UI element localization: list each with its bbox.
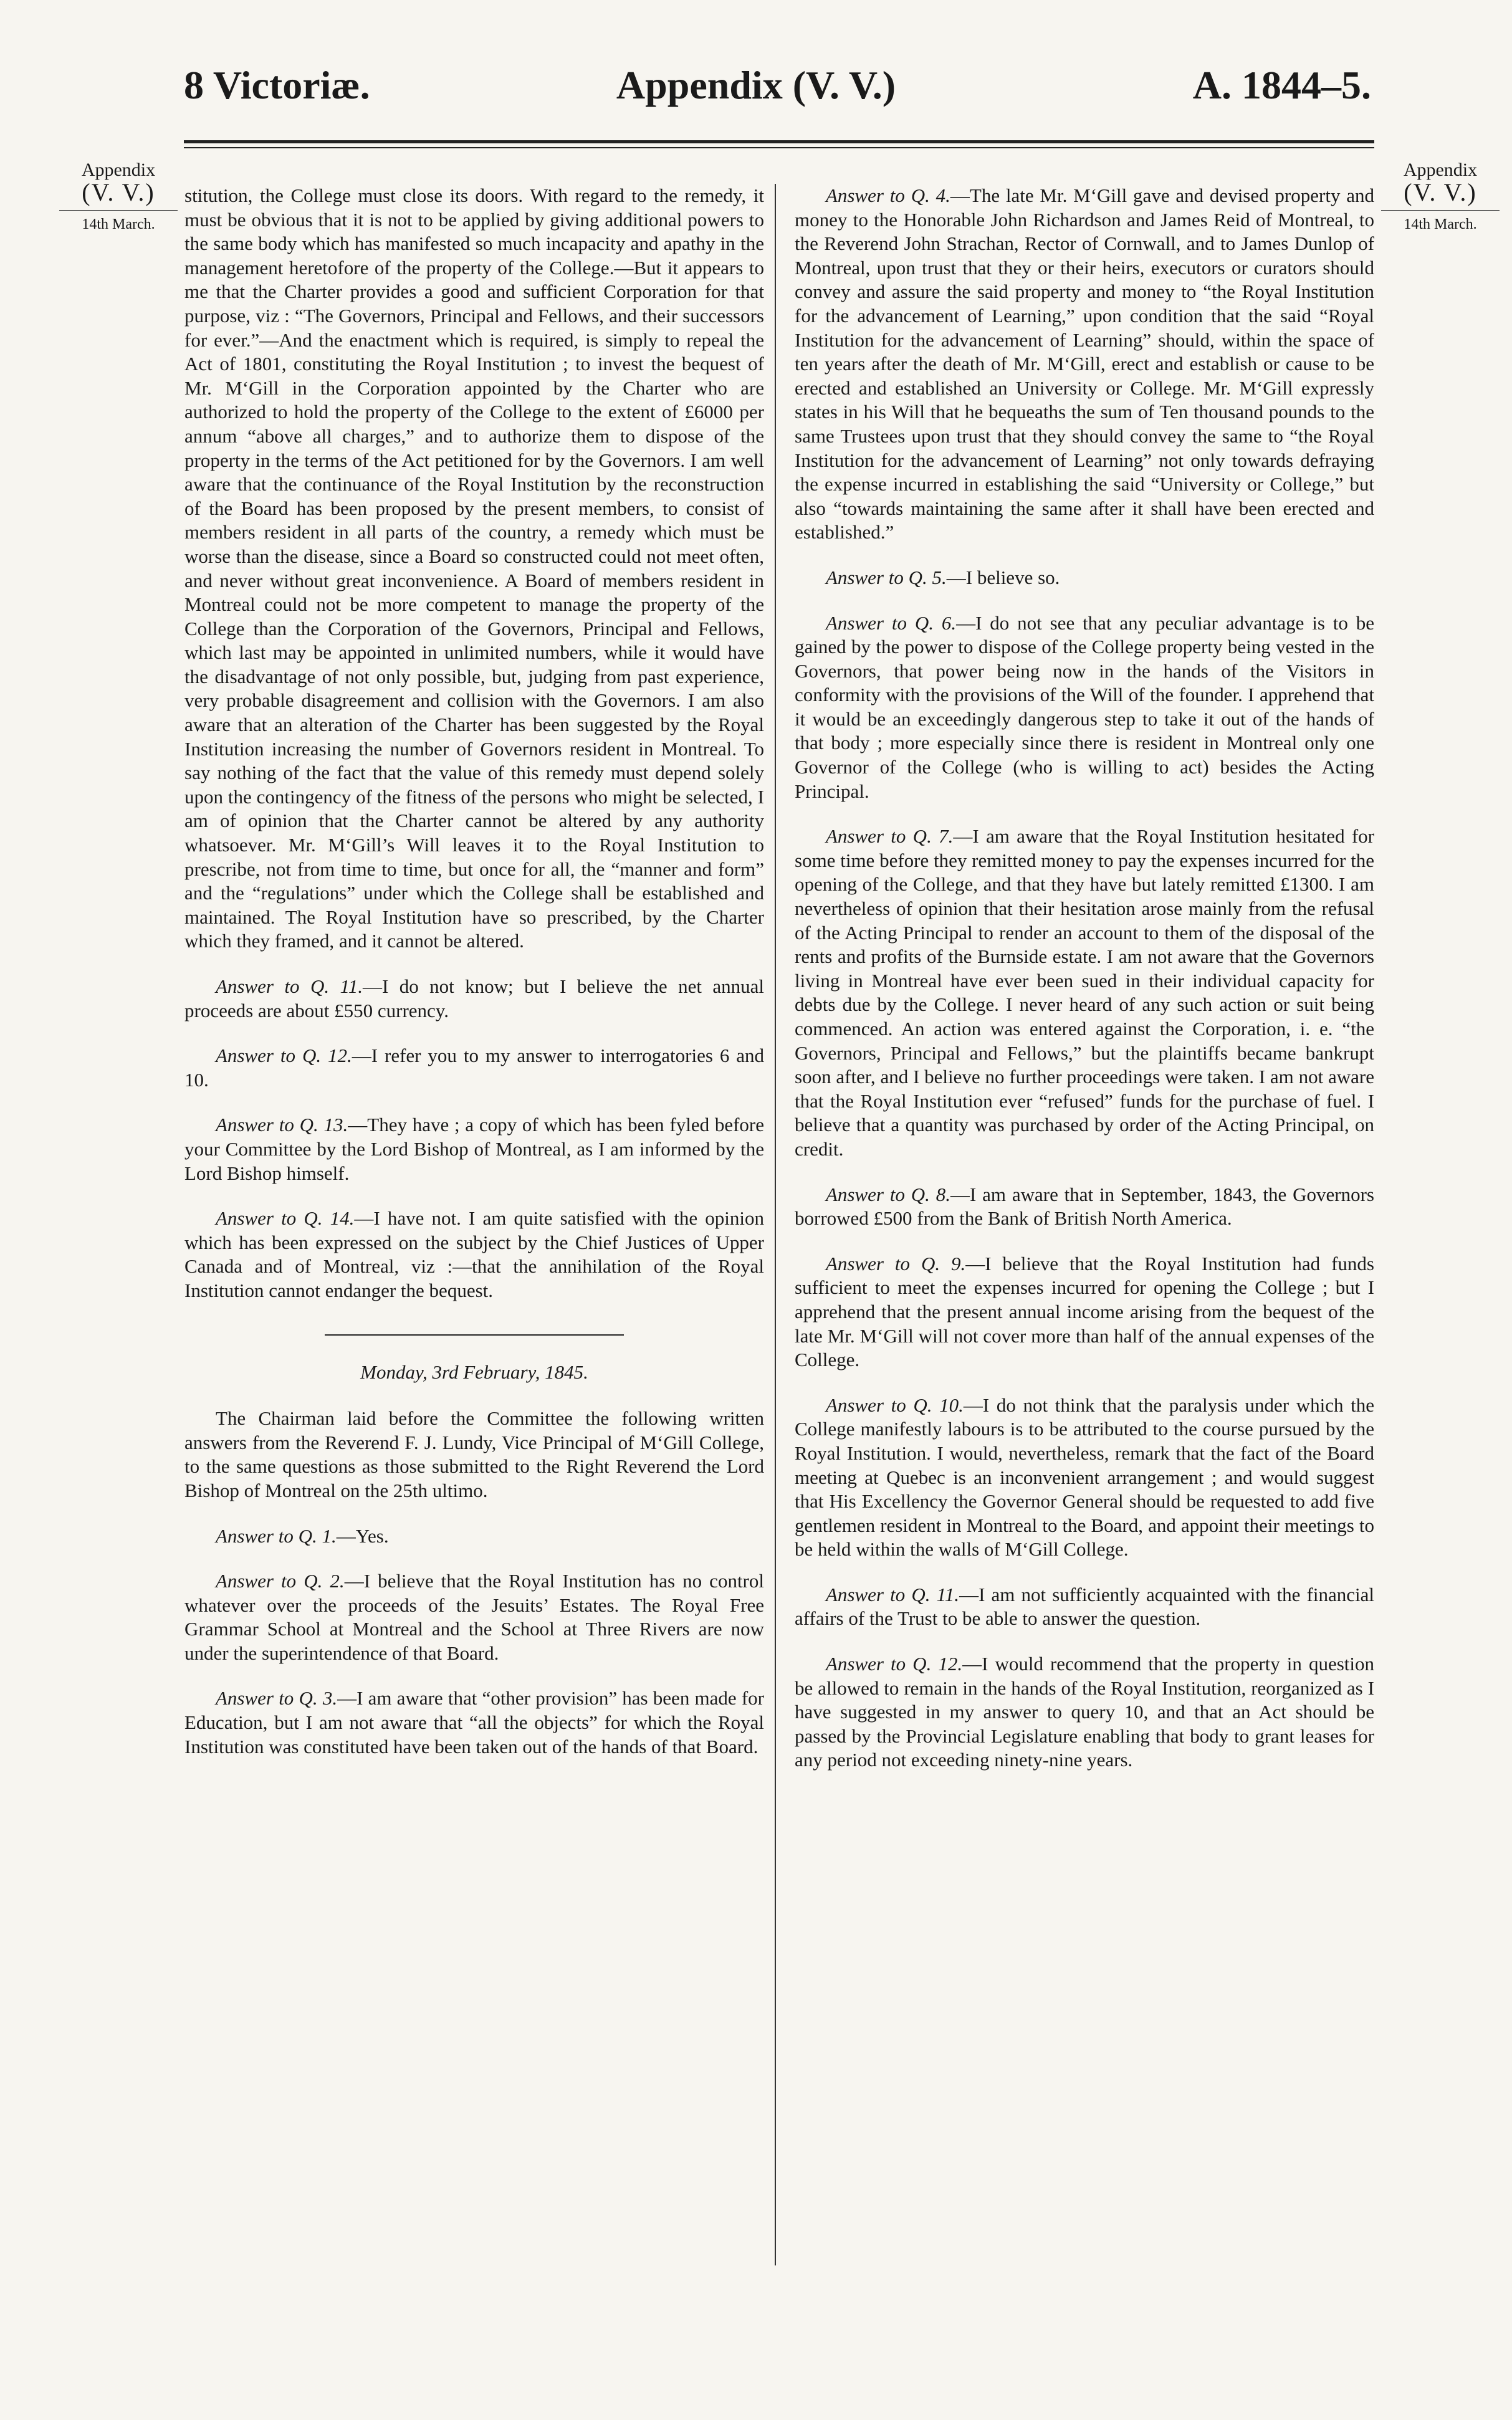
margin-code: (V. V.): [82, 178, 155, 206]
header-rule-thin: [184, 147, 1374, 148]
session-date: Monday, 3rd February, 1845.: [360, 1361, 588, 1383]
answer-q6-lundy: Answer to Q. 6.—I do not see that any peculiar advantage is to be gained by the power to dispose of the College property being vested in the Governors, that power being now in the hands of the Visitors in conformity with the provisions of the Will of the founder. I apprehend that it would be an exceedingly dangerous step to take it out of the hands of that body ; more especially since there is resident in Montreal only one Governor of the College (who is willing to act) besides the Acting Principal.: [795, 611, 1374, 802]
answer-q11-bishop: Answer to Q. 11.—I do not know; but I believe the net annual proceeds are about £550 currency.: [184, 975, 764, 1021]
column-divider: [775, 184, 776, 2265]
margin-code: (V. V.): [1404, 178, 1477, 206]
answer-q11-lundy: Answer to Q. 11.—I am not sufficiently acquainted with the financial affairs of the Trust to be able to answer the question.: [795, 1583, 1374, 1630]
answer-q4-lundy: Answer to Q. 4.—The late Mr. M‘Gill gave and devised property and money to the Honorable John Richardson and James Reid of Montreal, to the Reverend John Strachan, Rector of Cornwall, and to James Dunlop of Montreal, upon trust that they or their heirs, executors or curators should convey and assure the said property and money to “the Royal Institution for the advancement of Learning,” upon condition that the said “Royal Institution for the advancement of Learning” should, within the space of ten years after the death of Mr. M‘Gill, erect and establish or cause to be erected and established an University or College. Mr. M‘Gill expressly states in his Will that he bequeaths the sum of Ten thousand pounds to the same Trustees upon trust that they should convey the same to “the Royal Institution for the advancement of Learning” not only towards defraying the expense incurred in establishing the said “University or College,” but also “towards maintaining the same after it shall have been erected and established.”: [795, 184, 1374, 543]
chairman-intro: The Chairman laid before the Committee the following written answers from the Reverend F. J. Lundy, Vice Principal of M‘Gill College, to the same questions as those submitted to the Right Reverend the Lord Bishop of Montreal on the 25th ultimo.: [184, 1407, 764, 1501]
header-appendix: Appendix (V. V.): [616, 63, 896, 107]
answer-q1-lundy: Answer to Q. 1.—Yes.: [216, 1524, 389, 1547]
continued-paragraph: stitution, the College must close its doors. With regard to the remedy, it must be obvious that it is not to be applied by giving additional powers to the same body which has manifested so much incapacity and apathy in the management heretofore of the property of the College.—But it appears to me that the Charter provides a good and sufficient Corporation for that purpose, viz : “The Governors, Principal and Fellows, and their successors for ever.”—And the enactment which is required, is simply to repeal the Act of 1801, constituting the Royal Institution ; to invest the bequest of Mr. M‘Gill in the Corporation appointed by the Charter who are authorized to hold the property of the College to the extent of £6000 per annum “above all charges,” and to authorize them to dispose of the property in the terms of the Act petitioned for by the Governors. I am well aware that the continuance of the Royal Institution by the reconstruction of the Board has been proposed by the present members, to consist of members resident in all parts of the country, a remedy which must be worse than the disease, since a Board so constructed could not meet often, and never without great inconvenience. A Board of members resident in Montreal could not be more competent to manage the property of the College than the Corporation of the Governors, Principal and Fellows, which last may be appointed in unlimited numbers, while it would have the disadvantage of not only possible, but, judging from past experience, very probable disagreement and collision with the Governors. I am also aware that an alteration of the Charter has been suggested by the Royal Institution increasing the number of Governors resident in Montreal. To say nothing of the fact that the value of this remedy must depend solely upon the contingency of the fitness of the persons who might be selected, I am of opinion that the Charter cannot be altered by any authority whatsoever. Mr. M‘Gill’s Will leaves it to the Royal Institution to prescribe, not from time to time, but once for all, the “manner and form” and the “regulations” under which the College shall be established and maintained. The Royal Institution have so prescribed, by the Charter which they framed, and it cannot be altered.: [184, 184, 764, 952]
answer-q9-lundy: Answer to Q. 9.—I believe that the Royal Institution had funds sufficient to meet the expenses incurred for opening the College ; but I apprehend that the present annual income arising from the bequest of the late Mr. M‘Gill will not cover more than half of the annual expenses of the College.: [795, 1252, 1374, 1371]
answer-q7-lundy: Answer to Q. 7.—I am aware that the Royal Institution hesitated for some time before they remitted money to pay the expenses incurred for the opening of the College, and that they have but lately remitted £1300. I am nevertheless of opinion that their hesitation arose mainly from the refusal of the Acting Principal to render an account to them of the disposal of the rents and profits of the Burnside estate. I am not aware that the Governors living in Montreal have ever been sued in their individual capacity for debts due by the College. I never heard of any such action or suit being commenced. An action was entered against the Corporation, i. e. “the Governors, Principal and Fellows,” but the plaintiffs became bankrupt soon after, and I believe no further proceedings were taken. I am not aware that the Royal Institution ever “refused” funds for the purchase of fuel. I believe that a quantity was purchased by order of the Acting Principal, on credit.: [795, 825, 1374, 1160]
answer-q2-lundy: Answer to Q. 2.—I believe that the Royal Institution has no control whatever over the proceeds of the Jesuits’ Estates. The Royal Free Grammar School at Montreal and the School at Three Rivers are now under the superintendence of that Board.: [184, 1570, 764, 1664]
header-year: A. 1844–5.: [1192, 63, 1371, 107]
section-separator: [325, 1334, 624, 1336]
right-margin-note: [1381, 159, 1500, 236]
answer-q14-bishop: Answer to Q. 14.—I have not. I am quite satisfied with the opinion which has been expressed on the subject by the Chief Justices of Upper Canada and of Montreal, viz :—that the annihilation of the Royal Institution cannot endanger the bequest.: [184, 1207, 765, 1301]
margin-title: Appendix: [81, 160, 156, 180]
left-margin-note: [59, 159, 178, 236]
left-column: [184, 184, 764, 1780]
answer-q13-bishop: Answer to Q. 13.—They have ; a copy of which has been fyled before your Committee by the Lord Bishop of Montreal, as I am informed by the Lord Bishop himself.: [184, 1114, 764, 1184]
margin-date: 14th March.: [1381, 210, 1500, 236]
answer-q10-lundy: Answer to Q. 10.—I do not think that the paralysis under which the College manifestly labours is to be attributed to the course pursued by the Royal Institution. I would, nevertheless, remark that the fact of the Board meeting at Quebec is an inconvenient arrangement ; and would suggest that His Excellency the Governor General should be requested to add five gentlemen resident in Montreal to the Board, and appoint their meetings to be held within the walls of M‘Gill College.: [795, 1394, 1374, 1561]
answer-q8-lundy: Answer to Q. 8.—I am aware that in September, 1843, the Governors borrowed £500 from the Bank of British North America.: [795, 1183, 1374, 1230]
right-column: [795, 184, 1374, 1794]
answer-q5-lundy: Answer to Q. 5.—I believe so.: [826, 566, 1060, 588]
header-rule-thick: [184, 140, 1374, 143]
answer-q12-lundy: Answer to Q. 12.—I would recommend that the property in question be allowed to remain in the hands of the Royal Institution, reorganized as I have suggested in my answer to query 10, and that an Act should be passed by the Provincial Legislature enabling that body to grant leases for any period not exceeding ninety-nine years.: [795, 1653, 1374, 1771]
header-session: 8 Victoriæ.: [184, 63, 370, 107]
margin-date: 14th March.: [59, 210, 178, 236]
page-header: [0, 62, 1512, 131]
margin-title: Appendix: [1403, 160, 1478, 180]
answer-q12-bishop: Answer to Q. 12.—I refer you to my answer to interrogatories 6 and 10.: [184, 1045, 765, 1091]
answer-q3-lundy: Answer to Q. 3.—I am aware that “other provision” has been made for Education, but I am not aware that “all the objects” for which the Royal Institution was constituted have been taken out of the hands of that Board.: [184, 1687, 764, 1758]
